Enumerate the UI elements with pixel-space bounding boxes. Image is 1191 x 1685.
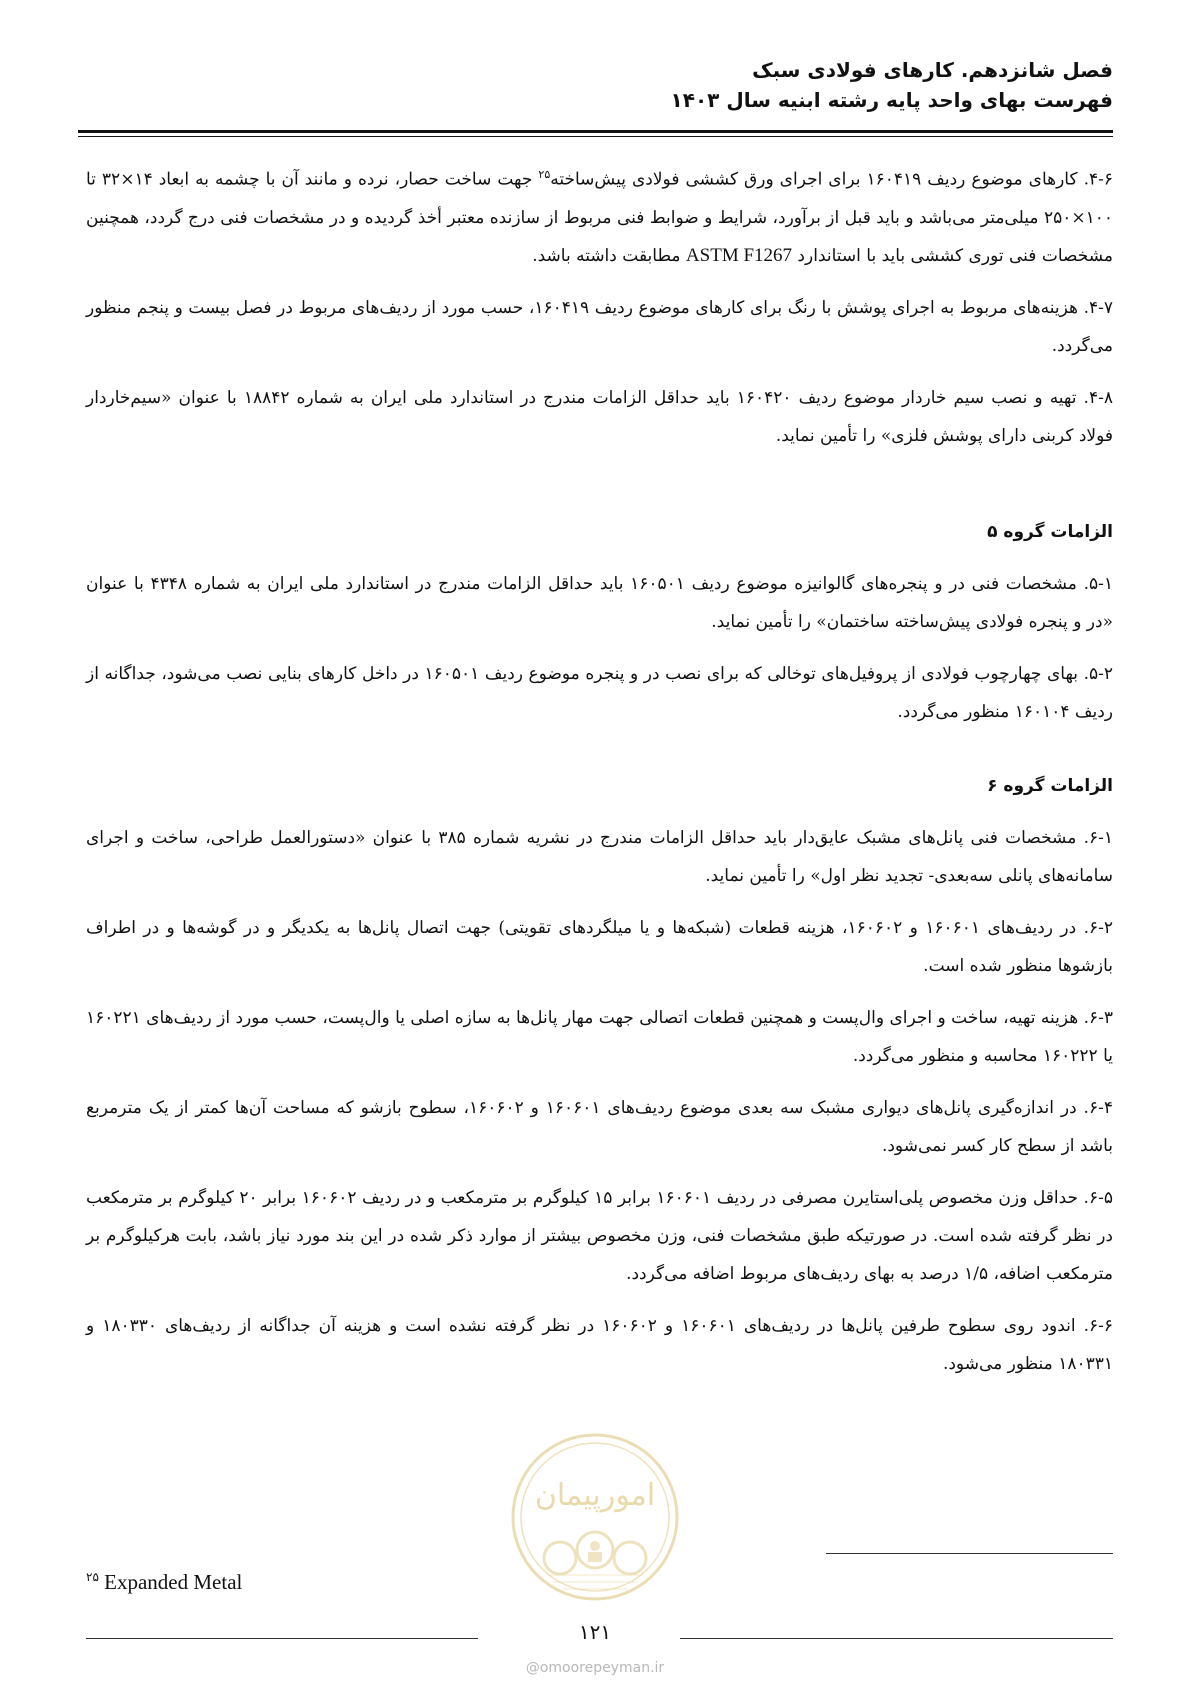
paragraph-6-6: ۶-۶. اندود روی سطوح طرفین پانل‌ها در ردیف‌های ۱۶۰۶۰۱ و ۱۶۰۶۰۲ در نظر گرفته نشده است و هزینه آن جداگانه از ردیف‌های ۱۸۰۳۳۰ و ۱۸۰۳۳۱ منظور می‌شود. (86, 1315, 1113, 1374)
footer-rule-left (86, 1638, 478, 1639)
footnote-ref[interactable]: ۲۵ (538, 168, 551, 181)
paragraph-6-2: ۶-۲. در ردیف‌های ۱۶۰۶۰۱ و ۱۶۰۶۰۲، هزینه قطعات (شبکه‌ها و یا میلگردهای تقویتی) جهت اتصال پانل‌ها به یکدیگر و در گوشه‌ها و در اطراف بازشوها منظور شده است. (86, 917, 1113, 976)
paragraph-4-6-part1: ۴-۶. کارهای موضوع ردیف ۱۶۰۴۱۹ برای اجرای ورق کششی فولادی پیش‌ساخته (550, 169, 1113, 190)
header-rule-thick (78, 130, 1113, 133)
paragraph-6-1: ۶-۱. مشخصات فنی پانل‌های مشبک عایق‌دار باید حداقل الزامات مندرج در نشریه شماره ۳۸۵ با عنوان «دستورالعمل طراحی، ساخت و اجرای سامانه‌های پانلی سه‌بعدی- تجدید نظر اول» را تأمین نماید. (86, 827, 1114, 886)
paragraph-4-6 (86, 156, 1113, 275)
main-content (86, 156, 1113, 1397)
footer-rule-right (680, 1638, 1113, 1639)
paragraph-6-4: ۶-۴. در اندازه‌گیری پانل‌های دیواری مشبک سه بعدی موضوع ردیف‌های ۱۶۰۶۰۱ و ۱۶۰۶۰۲، سطوح بازشو که مساحت آن‌ها کمتر از یک مترمربع باشد از سطح کار کسر نمی‌شود. (86, 1097, 1113, 1156)
group-6-heading: الزامات گروه ۶ (987, 775, 1113, 796)
footnote-divider (826, 1553, 1113, 1554)
footnote (86, 1570, 242, 1595)
chapter-title: فصل شانزدهم. کارهای فولادی سبک (752, 58, 1113, 82)
footnote-number: ۲۵ (86, 1570, 99, 1584)
paragraph-6-5: ۶-۵. حداقل وزن مخصوص پلی‌استایرن مصرفی در ردیف ۱۶۰۶۰۱ برابر ۱۵ کیلوگرم بر مترمکعب و در ردیف ۱۶۰۶۰۲ برابر ۲۰ کیلوگرم بر مترمکعب در نظر گرفته شده است. در صورتیکه طبق مشخصات فنی، وزن مخصوص بیشتر از موارد ذکر شده در این بند مورد نیاز باشد، بابت هرکیلوگرم بر مترمکعب اضافه، ۱/۵ درصد به بهای ردیف‌های مربوط اضافه می‌گردد. (86, 1187, 1113, 1284)
group-5-heading: الزامات گروه ۵ (987, 521, 1113, 542)
watermark-logo-icon (508, 1430, 683, 1605)
header-rule-thin (78, 136, 1113, 137)
paragraph-6-3: ۶-۳. هزینه تهیه، ساخت و اجرای وال‌پست و همچنین قطعات اتصالی جهت مهار پانل‌ها به سازه اصلی یا وال‌پست، حسب مورد از ردیف‌های ۱۶۰۲۲۱ یا ۱۶۰۲۲۲ محاسبه و منظور می‌گردد. (85, 1007, 1113, 1066)
paragraph-4-6-end: مطابقت داشته باشد. (532, 245, 686, 266)
standard-code: ASTM F1267 (685, 244, 793, 266)
watermark-logo-text: امورپیمان (534, 1478, 656, 1513)
book-title: فهرست بهای واحد پایه رشته ابنیه سال ۱۴۰۳ (670, 88, 1113, 112)
paragraph-4-7: ۴-۷. هزینه‌های مربوط به اجرای پوشش با رنگ برای کارهای موضوع ردیف ۱۶۰۴۱۹، حسب مورد از ردیف‌های مربوط در فصل بیست و پنجم منظور می‌گردد. (86, 297, 1113, 356)
page-number: ۱۲۱ (578, 1620, 612, 1644)
page-header (78, 55, 1113, 115)
footnote-text: Expanded Metal (98, 1570, 243, 1594)
paragraph-5-2: ۵-۲. بهای چهارچوب فولادی از پروفیل‌های توخالی که برای نصب در و پنجره موضوع ردیف ۱۶۰۵۰۱ در داخل کارهای بنایی نصب می‌شود، جداگانه از ردیف ۱۶۰۱۰۴ منظور می‌گردد. (86, 663, 1113, 722)
paragraph-4-8: ۴-۸. تهیه و نصب سیم خاردار موضوع ردیف ۱۶۰۴۲۰ باید حداقل الزامات مندرج در استاندارد ملی ایران به شماره ۱۸۸۴۲ با عنوان «سیم‌خاردار فولاد کربنی دارای پوشش فلزی» را تأمین نماید. (86, 387, 1113, 446)
paragraph-5-1: ۵-۱. مشخصات فنی در و پنجره‌های گالوانیزه موضوع ردیف ۱۶۰۵۰۱ باید حداقل الزامات مندرج در استاندارد ملی ایران به شماره ۴۳۴۸ با عنوان «در و پنجره فولادی پیش‌ساخته ساختمان» را تأمین نماید. (86, 573, 1113, 632)
paragraph-4-6-part2: جهت ساخت حصار، نرده و مانند آن با چشمه به ابعاد ۱۴×۳۲ تا ۱۰۰×۲۵۰ میلی‌متر می‌باشد و باید قبل از برآورد، شرایط و ضوابط فنی مربوط از سازنده معتبر أخذ گردیده و در مشخصات فنی درج گردد، همچنین مشخصات فنی توری کششی باید با استاندارد (86, 169, 1113, 266)
watermark-url: @omoorepeyman.ir (525, 1660, 665, 1676)
